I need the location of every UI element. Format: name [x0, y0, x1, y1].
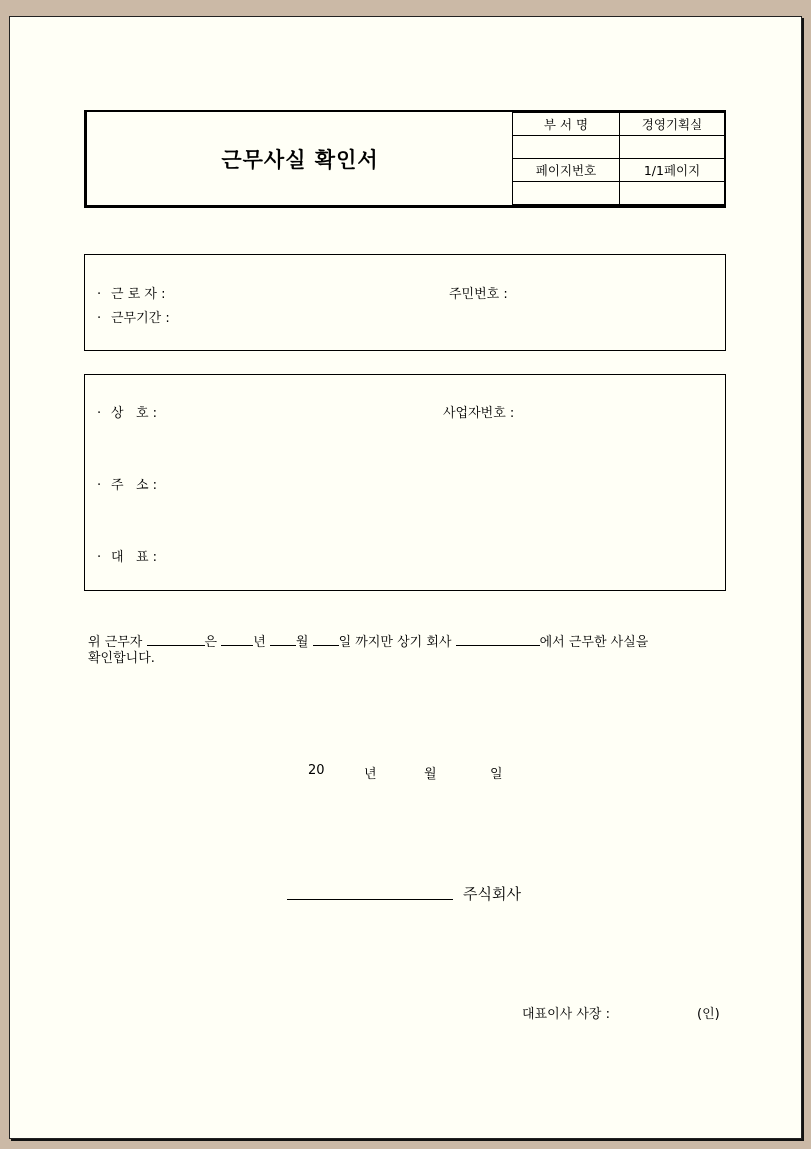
- company-suffix: 주식회사: [463, 885, 521, 903]
- meta-value: 경영기획실: [620, 113, 725, 136]
- statement-line-1: 위 근무자 은 년 월 일 까지만 상기 회사 에서 근무한 사실을: [88, 635, 649, 650]
- address-label: 주 소 :: [111, 478, 158, 493]
- company-info-box: [84, 374, 726, 591]
- trade-name-field: [97, 402, 157, 421]
- document-title: 근무사실 확인서: [221, 147, 379, 172]
- meta-row: [513, 182, 725, 205]
- date-year-prefix: 20: [308, 763, 325, 778]
- ceo-label: 대표이사 사장 :: [522, 1007, 610, 1022]
- business-number-field: 사업자번호 :: [443, 406, 515, 421]
- meta-row: [513, 136, 725, 159]
- confirmation-statement: [88, 633, 728, 667]
- document-page: [9, 16, 802, 1139]
- bullet-icon: ·: [97, 311, 102, 326]
- bullet-icon: ·: [97, 478, 102, 493]
- work-period-field: [97, 307, 170, 326]
- trade-name-label: 상 호 :: [111, 406, 158, 421]
- date-day: 일: [490, 767, 503, 782]
- blank-month: [270, 633, 296, 646]
- bullet-icon: ·: [97, 406, 102, 421]
- bullet-icon: ·: [97, 287, 102, 302]
- document-header: [84, 110, 726, 208]
- blank-worker-name: [147, 633, 205, 646]
- statement-line-2: 확인합니다.: [88, 651, 155, 666]
- representative-label: 대 표 :: [111, 550, 158, 565]
- meta-key: [513, 182, 620, 205]
- worker-id-field: 주민번호 :: [449, 287, 508, 302]
- work-period-label: 근무기간 :: [111, 311, 170, 326]
- worker-name-field: [97, 283, 165, 302]
- blank-year: [221, 633, 253, 646]
- date-month: 월: [424, 767, 437, 782]
- date-year: 년: [364, 767, 377, 782]
- worker-name-label: 근 로 자 :: [111, 287, 166, 302]
- meta-value: 1/1페이지: [620, 159, 725, 182]
- worker-info-box: [84, 254, 726, 351]
- bullet-icon: ·: [97, 550, 102, 565]
- meta-value: [620, 182, 725, 205]
- seal-mark: (인): [697, 1007, 720, 1022]
- meta-key: 페이지번호: [513, 159, 620, 182]
- meta-key: [513, 136, 620, 159]
- meta-value: [620, 136, 725, 159]
- address-field: [97, 474, 157, 493]
- blank-day: [313, 633, 339, 646]
- representative-field: [97, 546, 157, 565]
- meta-table: [512, 112, 725, 205]
- meta-row: [513, 159, 725, 182]
- blank-company: [456, 633, 540, 646]
- meta-key: 부 서 명: [513, 113, 620, 136]
- meta-row: [513, 113, 725, 136]
- company-name-blank: [287, 899, 453, 900]
